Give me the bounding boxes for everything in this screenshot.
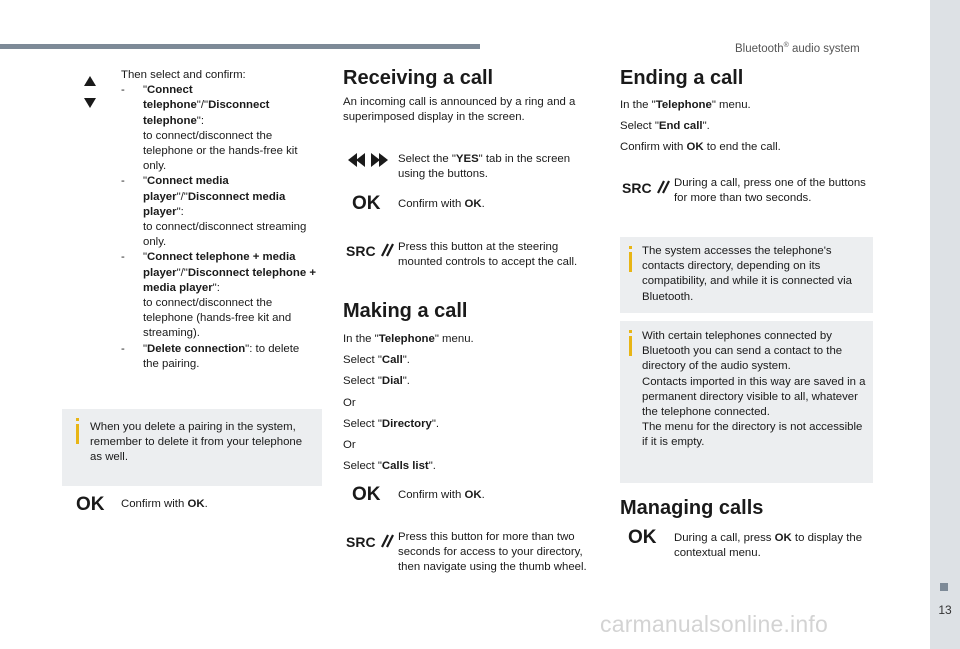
ok-button-icon: OK bbox=[352, 484, 381, 505]
list-item: - "Connect media player"/"Disconnect media player": to connect/disconnect streaming only. bbox=[121, 175, 307, 249]
info-icon bbox=[76, 418, 79, 421]
options-list bbox=[121, 83, 317, 372]
src-phone-button-icon: SRC bbox=[346, 243, 395, 261]
up-down-arrows-icon bbox=[82, 74, 98, 110]
options-intro: Then select and confirm: bbox=[121, 69, 246, 81]
heading-receiving-call: Receiving a call bbox=[343, 67, 494, 89]
page-number: 13 bbox=[938, 603, 952, 617]
heading-managing-calls: Managing calls bbox=[620, 497, 764, 519]
note-delete-pairing: When you delete a pairing in the system, remember to delete it from your telephone as well. bbox=[62, 409, 322, 486]
manage-step: During a call, press OK to display the contextual menu. bbox=[674, 532, 863, 560]
pairing-options bbox=[121, 68, 317, 372]
ok-button-icon: OK bbox=[76, 494, 105, 515]
make-step-confirm: Confirm with OK. bbox=[398, 489, 485, 501]
receive-step-accept: Press this button at the steering mounted controls to accept the call. bbox=[398, 241, 578, 269]
info-icon bbox=[629, 246, 632, 249]
left-right-arrows-icon bbox=[348, 152, 388, 168]
receive-step-confirm: Confirm with OK. bbox=[398, 198, 485, 210]
running-header: Bluetooth® audio system bbox=[735, 42, 860, 55]
list-item: - "Connect telephone + media player"/"Disconnect telephone + media player": to connect/disconnect the telephone (hands-free kit and streaming). bbox=[121, 251, 317, 340]
receive-intro: An incoming call is announced by a ring and a superimposed display in the screen. bbox=[343, 96, 576, 124]
src-phone-button-icon: SRC bbox=[622, 180, 671, 198]
receive-step-select-yes: Select the "YES" tab in the screen using the buttons. bbox=[398, 153, 571, 181]
end-step-press: During a call, press one of the buttons for more than two seconds. bbox=[674, 177, 866, 205]
ending-call-steps: In the "Telephone" menu. Select "End call". Confirm with OK to end the call. bbox=[620, 99, 781, 154]
make-step-directory: Press this button for more than two seconds for access to your directory, then navigate using the thumb wheel. bbox=[398, 531, 587, 574]
confirm-text: Confirm with OK. bbox=[121, 498, 208, 510]
list-item: - "Connect telephone"/"Disconnect telephone": to connect/disconnect the telephone or the hands-free kit only. bbox=[121, 84, 298, 173]
ok-button-icon: OK bbox=[352, 193, 381, 214]
page-marker bbox=[940, 583, 948, 591]
ok-button-icon: OK bbox=[628, 527, 657, 548]
heading-making-call: Making a call bbox=[343, 300, 468, 322]
note-contacts-directory: The system accesses the telephone's contacts directory, depending on its compatibility, and while it is connected via Bluetooth. bbox=[620, 237, 873, 313]
watermark: carmanualsonline.info bbox=[600, 611, 828, 637]
src-phone-button-icon: SRC bbox=[346, 534, 395, 552]
list-item: - "Delete connection": to delete the pairing. bbox=[121, 342, 300, 370]
top-rule bbox=[0, 44, 480, 49]
page-side-band bbox=[930, 0, 960, 649]
note-send-contact: With certain telephones connected by Bluetooth you can send a contact to the directory of the audio system. Contacts imported in this way are saved in a permanent directory visible to all, whatever the telephone connected. The menu for the directory is not accessible if it is empty. bbox=[620, 321, 873, 483]
making-call-steps: In the "Telephone" menu. Select "Call". Select "Dial". Or Select "Directory". Or Select "Calls list". bbox=[343, 333, 474, 473]
info-icon bbox=[629, 330, 632, 333]
heading-ending-call: Ending a call bbox=[620, 67, 744, 89]
